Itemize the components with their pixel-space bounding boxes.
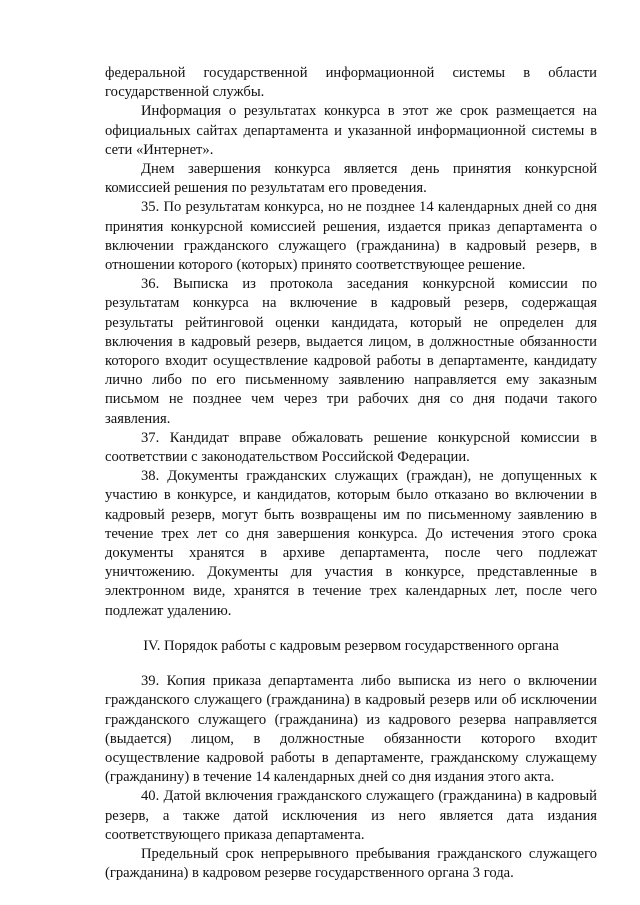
paragraph-competition-end-date: Днем завершения конкурса является день принятия конкурсной комиссией решения по результатам его проведения. bbox=[105, 161, 597, 197]
paragraph-37: 37. Кандидат вправе обжаловать решение конкурсной комиссии в соответствии с законодательством Российской Федерации. bbox=[105, 429, 597, 466]
section-heading-iv: IV. Порядок работы с кадровым резервом государственного органа bbox=[143, 637, 559, 654]
paragraph-35: 35. По результатам конкурса, но не позднее 14 календарных дней со дня принятия конкурсной комиссией решения, издается приказ департамента о включении гражданского служащего (гражданина) в кадровый резерв, в отношении которого (которых) принято соответствующее решение. bbox=[105, 199, 597, 274]
paragraph-38: 38. Документы гражданских служащих (граждан), не допущенных к участию в конкурсе, и кандидатов, которым было отказано во включении в кадровый резерв, могут быть возвращены им по письменному заявлению в течение трех лет со дня завершения конкурса. До истечения этого срока документы хранятся в архиве департамента, после чего подлежат уничтожению. Документы для участия в конкурсе, представленные в электронном виде, хранятся в течение трех календарных лет, после чего подлежат удалению. bbox=[105, 468, 597, 619]
paragraph-continuation: федеральной государственной информационной системы в области государственной службы. bbox=[105, 65, 597, 101]
paragraph-40: 40. Датой включения гражданского служащего (гражданина) в кадровый резерв, а также датой исключения из него является дата издания соответствующего приказа департамента. bbox=[105, 788, 597, 843]
paragraph-reserve-term: Предельный срок непрерывного пребывания гражданского служащего (гражданина) в кадровом резерве государственного органа 3 года. bbox=[105, 845, 597, 882]
document-body bbox=[105, 64, 597, 883]
paragraph-results-publication: Информация о результатах конкурса в этот же срок размещается на официальных сайтах департамента и указанной информационной системы в сети «Интернет». bbox=[105, 103, 597, 158]
paragraph-36: 36. Выписка из протокола заседания конкурсной комиссии по результатам конкурса на включение в кадровый резерв, содержащая результаты рейтинговой оценки кандидата, который не определен для включения в кадровый резерв, выдается лицом, в должностные обязанности которого входит осуществление кадровой работы в департаменте, кандидату лично либо по его письменному заявлению направляется ему заказным письмом не позднее чем через три рабочих дня со дня подачи такого заявления. bbox=[105, 276, 597, 427]
paragraph-39: 39. Копия приказа департамента либо выписка из него о включении гражданского служащего (гражданина) в кадровый резерв или об исключении гражданского служащего (гражданина) из кадрового резерва направляется (выдается) лицом, в должностные обязанности которого входит осуществление кадровой работы в департаменте, гражданскому служащему (гражданину) в течение 14 календарных дней со дня издания этого акта. bbox=[105, 673, 597, 786]
